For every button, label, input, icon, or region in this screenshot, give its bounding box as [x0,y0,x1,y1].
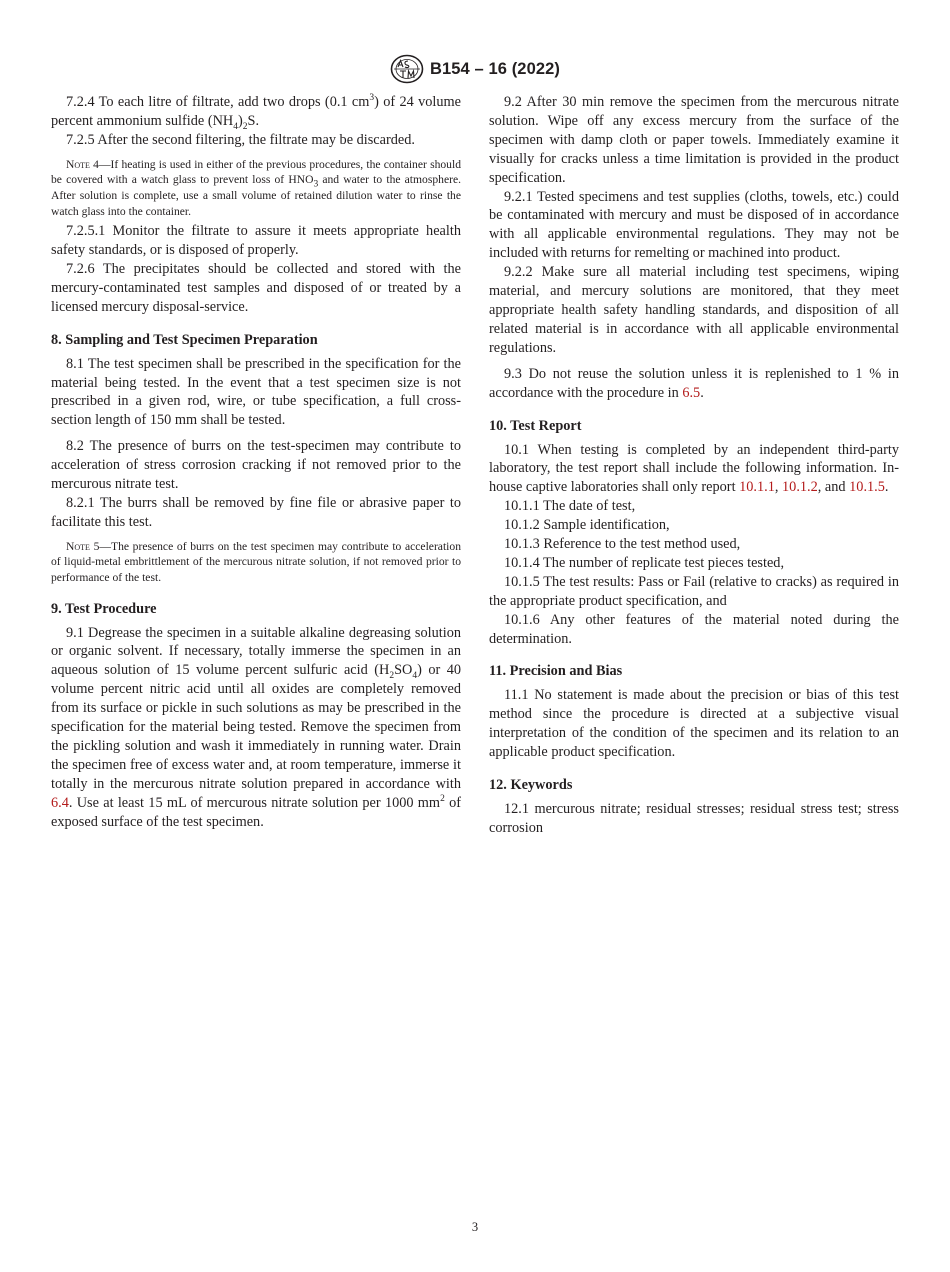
paragraph-7-2-5-1: 7.2.5.1 Monitor the filtrate to assure it meets appropriate health safety standards, or is disposed of properly. [51,223,461,258]
reference-link-6-4[interactable]: 6.4 [51,794,69,811]
paragraph-12-1: 12.1 mercurous nitrate; residual stresses; residual stress test; stress corrosion [489,801,899,836]
left-column [51,93,461,832]
paragraph-10-1: 10.1 When testing is completed by an independent third-party laboratory, the test report shall include the following information. In-house captive laboratories shall only report 10.1.1, 10.1.2, and 10.1.5. [489,441,899,496]
paragraph-10-1-5: 10.1.5 The test results: Pass or Fail (relative to cracks) as required in the appropriate product specification, and [489,573,899,609]
section-10-heading: 10. Test Report [489,417,582,434]
astm-logo-icon [390,54,424,84]
paragraph-10-1-1: 10.1.1 The date of test, [504,498,636,515]
section-8-heading: 8. Sampling and Test Specimen Preparation [51,331,318,348]
paragraph-8-1: 8.1 The test specimen shall be prescribed in the specification for the material being tested. In the event that a test specimen size is not prescribed in a given rod, wire, or tube specification, a full cross-section length of 150 mm shall be tested. [51,355,461,429]
page-number: 3 [471,1220,479,1234]
paragraph-9-2-1: 9.2.1 Tested specimens and test supplies (cloths, towels, etc.) could be contaminated with mercury and must be disposed of in accordance with all applicable environmental regulations. They may not be included with returns for remelting or machined into product. [489,188,899,262]
page-header [0,54,950,84]
paragraph-9-1: 9.1 Degrease the specimen in a suitable alkaline degreasing solution or organic solvent. If necessary, totally immerse the specimen in an aqueous solution of 15 volume percent sulfuric acid $(H_2SO_4)$ or 40 volume percent nitric acid until all oxides are completely removed from its surface or pickle in such solutions as may be prescribed in the specification for the material being tested. Remove the specimen from the pickling solution and wash it immediately in running water. Drain the specimen free of excess water and, at room temperature, immerse it totally in the mercurous nitrate solution prepared in accordance with 6.4. Use at least 15 mL of mercurous nitrate solution per 1000 $mm^2$ of exposed surface of the test specimen. [51,624,461,830]
right-column [489,93,899,838]
paragraph-9-3: 9.3 Do not reuse the solution unless it is replenished to 1 % in accordance with the procedure in 6.5. [489,365,899,401]
paragraph-10-1-3: 10.1.3 Reference to the test method used, [504,536,741,553]
paragraph-10-1-2: 10.1.2 Sample identification, [504,517,670,534]
paragraph-10-1-4: 10.1.4 The number of replicate test pieces tested, [504,554,785,571]
section-12-heading: 12. Keywords [489,777,573,794]
paragraph-8-2: 8.2 The presence of burrs on the test-specimen may contribute to acceleration of stress corrosion cracking if not removed prior to the mercurous nitrate test. [51,438,461,493]
paragraph-8-2-1: 8.2.1 The burrs shall be removed by fine file or abrasive paper to facilitate this test. [51,494,461,530]
paragraph-7-2-4: 7.2.4 To each litre of filtrate, add two drops (0.1 $cm^3$) of 24 volume percent ammonium sulfide $(NH_4)_2S$. [51,93,461,132]
paragraph-7-2-5: 7.2.5 After the second filtering, the filtrate may be discarded. [66,131,415,148]
reference-link-10-1-2[interactable]: 10.1.2 [782,479,818,496]
paragraph-9-2-2: 9.2.2 Make sure all material including test specimens, wiping material, and mercury solutions are monitored, that they meet appropriate health safety handling standards, and disposition of all related material is in accordance with all applicable environmental regulations. [489,264,899,356]
note-5: Note 5—The presence of burrs on the test specimen may contribute to acceleration of liquid-metal embrittlement of the mercurous nitrate solution, if not removed prior to performance of the test. [51,539,461,584]
paragraph-9-2: 9.2 After 30 min remove the specimen from the mercurous nitrate solution. Wipe off any excess mercury from the surface of the specimen with damp cloth or paper towels. Immediately examine it visually for cracks unless a time limitation is provided in the product specification. [489,94,899,186]
paragraph-10-1-6: 10.1.6 Any other features of the material noted during the determination. [489,611,899,647]
paragraph-7-2-6: 7.2.6 The precipitates should be collected and stored with the mercury-contaminated test samples and disposed of or treated by a licensed mercury disposal-service. [51,260,461,315]
section-11-heading: 11. Precision and Bias [489,663,623,680]
reference-link-10-1-5[interactable]: 10.1.5 [849,479,885,496]
paragraph-11-1: 11.1 No statement is made about the precision or bias of this test method since the procedure is directed at a subjective visual interpretation of the condition of the specimen and its relation to an applicable product specification. [489,687,899,761]
reference-link-6-5[interactable]: 6.5 [682,384,701,401]
note-4: Note 4—If heating is used in either of the previous procedures, the container should be covered with a watch glass to prevent loss of $HNO_3$ and water to the atmosphere. After solution is complete, use a small volume of retained dilution water to rinse the watch glass into the container. [51,157,462,218]
section-9-heading: 9. Test Procedure [51,600,157,617]
reference-link-10-1-1[interactable]: 10.1.1 [739,479,775,496]
document-designation: B154 – 16 (2022) [429,59,561,78]
